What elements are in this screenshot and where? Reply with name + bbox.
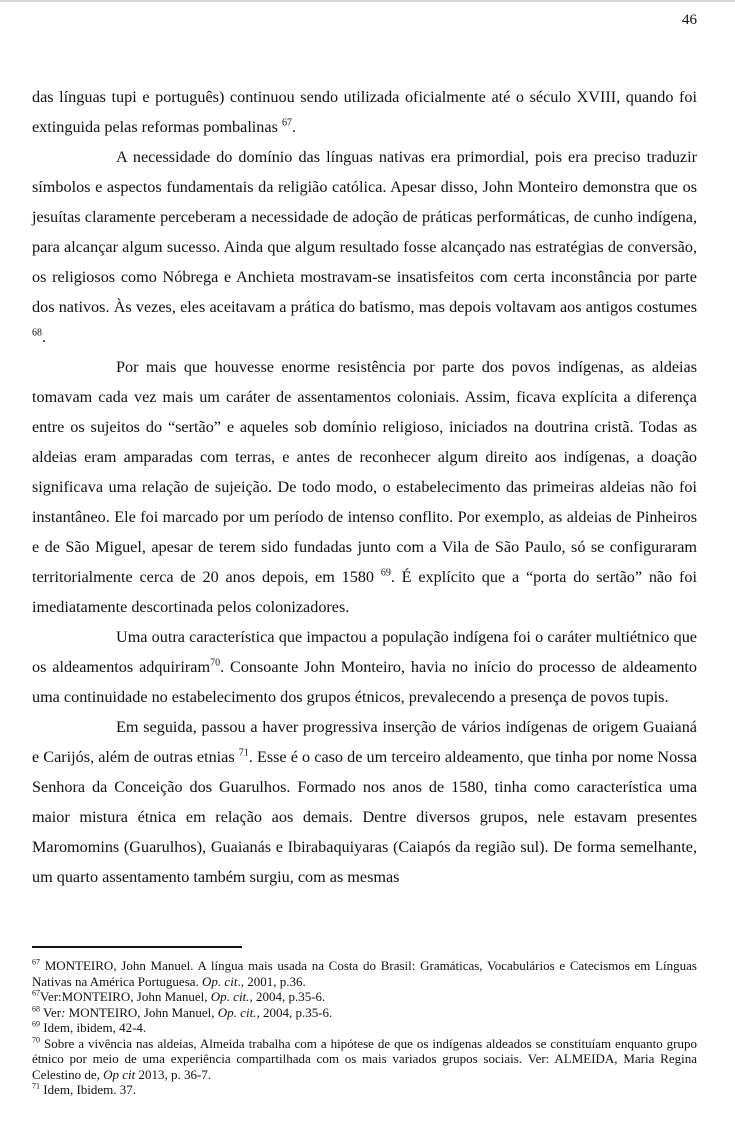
footnote-ref: 67	[281, 117, 292, 129]
page-number: 46	[682, 12, 697, 28]
text-run: A necessidade do domínio das línguas nativas era primordial, pois era preciso traduzir símbolos e aspectos fundamentais da religião católica. Apesar disso, John Monteiro demonstra que os jesuítas claramente perceberam a necessidade de adoção de práticas performáticas, de cunho indígena, para alcançar algum sucesso. Ainda que algum resultado fosse alcançado nas estratégias de conversão, os religiosos como Nóbrega e Anchieta mostravam-se insatisfeitos com certa inconstância por parte dos nativos. Às vezes, eles aceitavam a prática do batismo, mas depois voltavam aos antigos costumes	[32, 148, 697, 316]
text-run: MONTEIRO, John Manuel. A língua mais usada na Costa do Brasil: Gramáticas, Vocabulários e Catecismos em Línguas Nativas na América Portuguesa.	[32, 958, 697, 989]
footnote	[32, 1082, 697, 1098]
text-run: Por mais que houvesse enorme resistência por parte dos povos indígenas, as aldeias tomavam cada vez mais um caráter de assentamentos coloniais. Assim, ficava explícita a diferença entre os sujeitos do “sertão” e aqueles sob domínio religioso, iniciados na doutrina cristã. Todas as aldeias eram amparadas com terras, e antes de reconhecer algum direito aos indígenas, a doação significava uma relação de sujeição. De todo modo, o estabelecimento das primeiras aldeias não foi instantâneo. Ele foi marcado por um período de intenso conflito. Por exemplo, as aldeias de Pinheiros e de São Miguel, apesar de terem sido fundadas junto com a Vila de São Paulo, só se configuraram territorialmente cerca de 20 anos depois, em 1580	[32, 358, 697, 586]
text-run: das línguas tupi e português) continuou sendo utilizada oficialmente até o século XVIII, quando foi extinguida pelas reformas pombalinas	[32, 88, 697, 136]
footnote-ref: 67	[32, 957, 40, 967]
footnote-separator	[32, 946, 242, 948]
text-run: MONTEIRO, John Manuel,	[65, 1004, 218, 1020]
footnotes	[32, 958, 697, 1098]
footnote-ref: 71	[32, 1081, 40, 1091]
footnote	[32, 989, 697, 1005]
footnote	[32, 1036, 697, 1083]
paragraph	[32, 352, 697, 622]
footnote-ref: 67	[32, 988, 40, 998]
text-run: .	[291, 118, 296, 136]
text-run: . Esse é o caso de um terceiro aldeamento, que tinha por nome Nossa Senhora da Conceição dos Guarulhos. Formado nos anos de 1580, tinha como característica uma maior mistura étnica em relação aos demais. Dentre diversos grupos, nele estavam presentes Maromomins (Guarulhos), Guaianás e Ibirabaquiyaras (Caiapós da região sul). De forma semelhante, um quarto assentamento também surgiu, com as mesmas	[32, 748, 698, 886]
footnote-ref: 71	[238, 747, 249, 759]
paragraph	[32, 142, 697, 352]
footnote	[32, 958, 697, 989]
text-run: Ver:MONTEIRO, John Manuel,	[40, 989, 211, 1004]
page-top-border	[0, 0, 735, 2]
text-run: Uma outra característica que impactou a população indígena foi o caráter multiétnico que os aldeamentos adquiriram	[32, 628, 697, 676]
footnote-ref: 68	[32, 1004, 40, 1014]
footnote-ref: 69	[32, 1019, 40, 1029]
text-run: Sobre a vivência nas aldeias, Almeida trabalha com a hipótese de que os indígenas aldeados se constituíam enquanto grupo étnico por meio de uma experiência compartilhada com os mais variados grupos sociais. Ver: ALMEIDA, Maria Regina Celestino de,	[32, 1035, 697, 1082]
text-run: . Consoante John Monteiro, havia no início do processo de aldeamento uma continuidade no estabelecimento dos grupos étnicos, prevalecendo a presença de povos tupis.	[32, 658, 697, 706]
text-run: 2013, p. 36-7.	[135, 1066, 212, 1082]
text-run: .	[42, 328, 47, 346]
paragraph	[32, 712, 697, 892]
paragraph	[32, 82, 697, 142]
italic-text: Op. cit.	[210, 989, 250, 1004]
text-run: , 2004, p.35-6.	[249, 989, 326, 1004]
footnote-ref: 68	[32, 327, 42, 339]
text-run: . É explícito que a “porta do sertão” não foi imediatamente descortinada pelos colonizadores.	[32, 568, 697, 616]
text-run: Ver	[40, 1004, 62, 1020]
italic-text: :	[61, 1004, 66, 1020]
footnote	[32, 1005, 697, 1021]
footnote-ref: 70	[32, 1035, 40, 1045]
text-run: Idem, ibidem, 42-4.	[40, 1020, 147, 1035]
italic-text: Op cit	[103, 1066, 136, 1082]
italic-text: Op. cit	[202, 973, 238, 989]
text-run: , 2004, p.35-6.	[256, 1004, 333, 1020]
text-run: Em seguida, passou a haver progressiva inserção de vários indígenas de origem Guaianá e Carijós, além de outras etnias	[32, 718, 697, 766]
footnote	[32, 1020, 697, 1036]
footnote-ref: 69	[380, 567, 391, 579]
text-run: ., 2001, p.36.	[237, 973, 306, 989]
paragraph	[32, 622, 697, 712]
italic-text: Op. cit.	[217, 1004, 257, 1020]
body-text	[32, 82, 697, 892]
footnote-ref: 70	[210, 657, 221, 669]
text-run: Idem, Ibidem. 37.	[40, 1082, 137, 1097]
